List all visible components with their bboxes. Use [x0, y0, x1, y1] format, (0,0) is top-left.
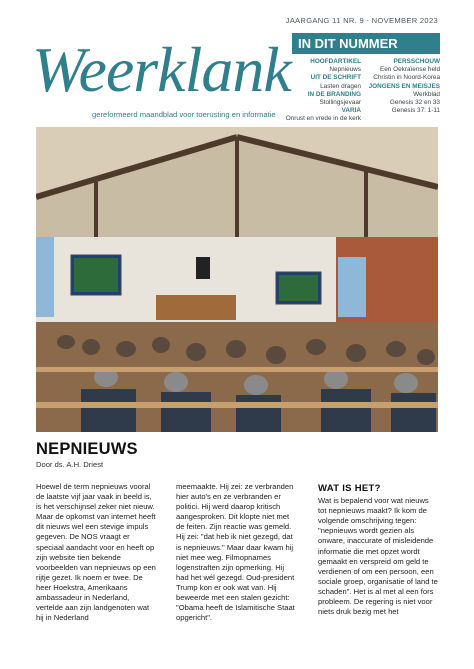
contents-head[interactable]: HOOFDARTIKEL: [310, 58, 361, 65]
article-column: [318, 484, 438, 617]
contents-head[interactable]: UIT DE SCHRIFT: [310, 74, 361, 82]
contents-item: Een Oekraïense held: [379, 66, 440, 74]
logo: Weerklank: [32, 34, 291, 105]
contents-left: [286, 58, 361, 124]
church-photo: [36, 127, 438, 432]
contents-item: Stollingsjevaar: [319, 99, 361, 107]
contents-item: Genesis 32 en 33: [389, 99, 440, 107]
article-subhead: WAT IS HET?: [318, 483, 381, 494]
contents-head[interactable]: VARIA: [341, 107, 361, 115]
article-column: [176, 482, 296, 623]
article-text: Wat is bepalend voor wat nieuws tot nepnieuws maakt? Ik kom de volgende omschrijving tegen: "nepnieuws wordt gezien als onware, inaccurate of misleidende informatie die met opzet wordt gemaakt en verspreid om geld te verdienen of om een persoon, een sociale groep, organisatie of land te schaden". Het is al met al een fors probleem. De regering is niet voor niets druk bezig met het: [318, 496, 438, 617]
article-headline: NEPNIEUWS: [36, 440, 138, 458]
church-interior-illustration: [36, 127, 438, 432]
issue-line: JAARGANG 11 NR. 9 - NOVEMBER 2023: [285, 16, 438, 25]
contents-right: [369, 58, 440, 115]
contents-item: Genesis 37: 1-11: [391, 107, 440, 115]
article-text: Hoewel de term nepnieuws vooral de laatste vijf jaar vaak in beeld is, is het verschijnsel zeker niet nieuw. Maar de opkomst van internet heeft dit nieuws wel een stevige impuls gegeven. De NOS vraagt er speciaal aandacht voor en heeft op zijn website tien bekende voorbeelden van nepnieuws op een rijtje gezet. Ik noem er twee. De heer Hoekstra, Amerikaans ambassadeur in Nederland, vertelde aan zijn landgenoten wat hij in Nederland: [36, 482, 156, 623]
contents-item: Nepnieuws: [329, 66, 361, 74]
contents-title: IN DIT NUMMER: [292, 33, 440, 54]
article-byline: Door ds. A.H. Driest: [36, 460, 104, 469]
contents-item: Lasten dragen: [320, 82, 361, 90]
contents-item: Werkblad: [413, 90, 440, 98]
contents-head[interactable]: JONGENS EN MEISJES: [368, 82, 440, 90]
article-column: [36, 482, 156, 623]
contents-head[interactable]: PERSSCHOUW: [393, 58, 440, 65]
contents-item: Christin in Noord-Korea: [373, 74, 440, 82]
contents-item: Onrust en vrede in de kerk: [285, 115, 361, 123]
tagline: gereformeerd maandblad voor toerusting en informatie: [92, 110, 276, 119]
contents-box: [285, 33, 440, 123]
contents-head[interactable]: IN DE BRANDING: [307, 90, 361, 98]
article-text: meemaakte. Hij zei: ze verbranden hier auto's en ze verbranden er politici. Hij werd daarop kritisch aangesproken. Dit klopte niet met de feiten. Zijn reactie was gemeld. Hij zei: "dat heb ik niet gezegd, dat is nepnieuws." Maar daar kwam hij niet mee weg. Filmopnames logenstraften zijn opmerking. Hij had het wél gezegd. Oud-president Trump kon er ook wat van. Hij beweerde met een stalen gezicht: "Obama heeft de Islamitische Staat opgericht".: [176, 482, 295, 623]
